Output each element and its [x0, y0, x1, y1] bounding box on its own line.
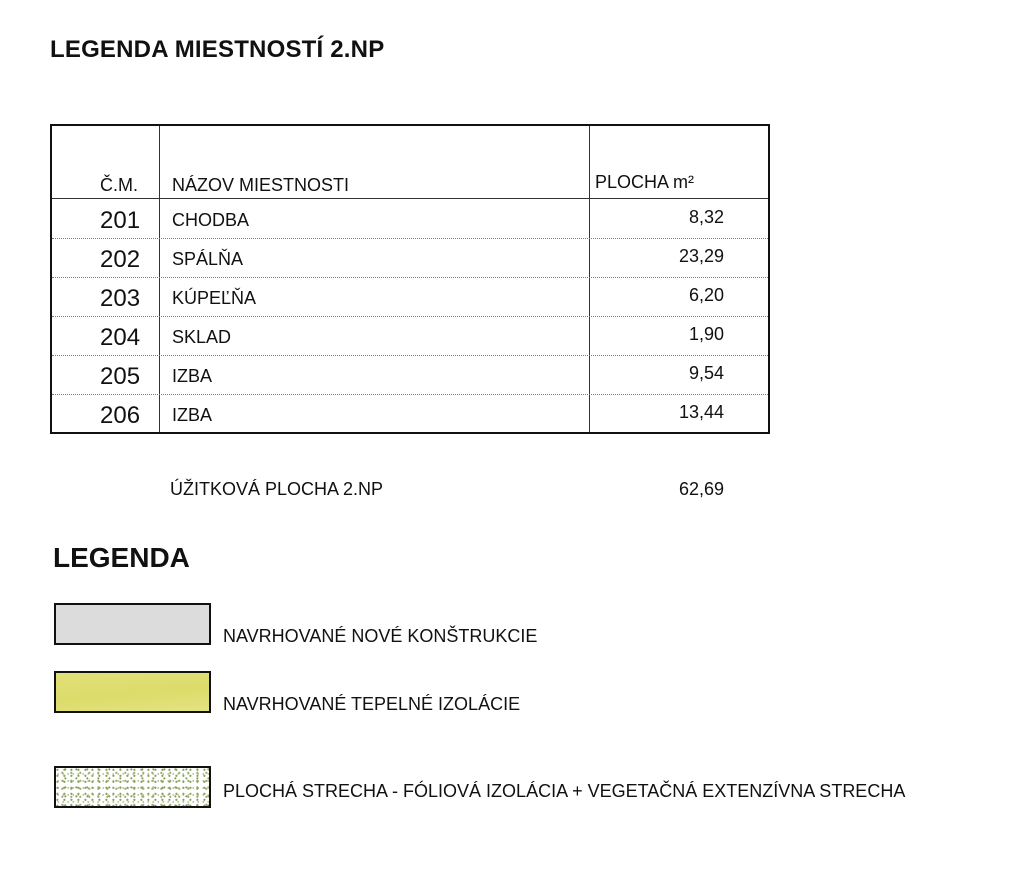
- legend-label-thermal-insulation: NAVRHOVANÉ TEPELNÉ IZOLÁCIE: [223, 694, 521, 714]
- room-number: 203: [100, 285, 141, 312]
- room-name: CHODBA: [172, 210, 250, 230]
- room-area: 13,44: [678, 402, 724, 422]
- room-table: [50, 124, 770, 434]
- room-number: 206: [100, 402, 141, 429]
- room-name: SKLAD: [172, 327, 232, 347]
- room-name: IZBA: [172, 366, 213, 386]
- column-header-room-name: NÁZOV MIESTNOSTI: [172, 175, 350, 195]
- room-name: IZBA: [172, 405, 213, 425]
- legend-title: LEGENDA: [53, 542, 190, 573]
- legend-swatch-thermal-insulation: [54, 671, 211, 713]
- room-number: 201: [100, 207, 141, 234]
- table-row: [52, 277, 768, 317]
- column-header-area: PLOCHA m²: [595, 172, 695, 192]
- legend-swatch-new-constructions: [54, 603, 211, 645]
- column-header-room-number: Č.M.: [100, 175, 138, 195]
- table-row: [52, 394, 768, 433]
- table-row: [52, 316, 768, 356]
- room-area: 6,20: [688, 285, 724, 305]
- legend-swatch-green-roof: [54, 766, 211, 808]
- legend-label-new-constructions: NAVRHOVANÉ NOVÉ KONŠTRUKCIE: [223, 626, 538, 646]
- room-area: 23,29: [678, 246, 724, 266]
- room-name: KÚPEĽŇA: [172, 288, 257, 308]
- room-name: SPÁLŇA: [172, 249, 244, 269]
- total-area-value: 62,69: [678, 479, 724, 499]
- page-title: LEGENDA MIESTNOSTÍ 2.NP: [50, 36, 385, 63]
- legend-label-green-roof: PLOCHÁ STRECHA - FÓLIOVÁ IZOLÁCIA + VEGETAČNÁ EXTENZÍVNA STRECHA: [223, 781, 906, 801]
- room-number: 204: [100, 324, 141, 351]
- room-area: 8,32: [688, 207, 724, 227]
- room-number: 205: [100, 363, 141, 390]
- table-row: [52, 199, 768, 239]
- room-area: 1,90: [688, 324, 724, 344]
- table-row: [52, 355, 768, 395]
- room-area: 9,54: [688, 363, 724, 383]
- table-row: [52, 238, 768, 278]
- total-area-label: ÚŽITKOVÁ PLOCHA 2.NP: [170, 479, 384, 499]
- room-number: 202: [100, 246, 141, 273]
